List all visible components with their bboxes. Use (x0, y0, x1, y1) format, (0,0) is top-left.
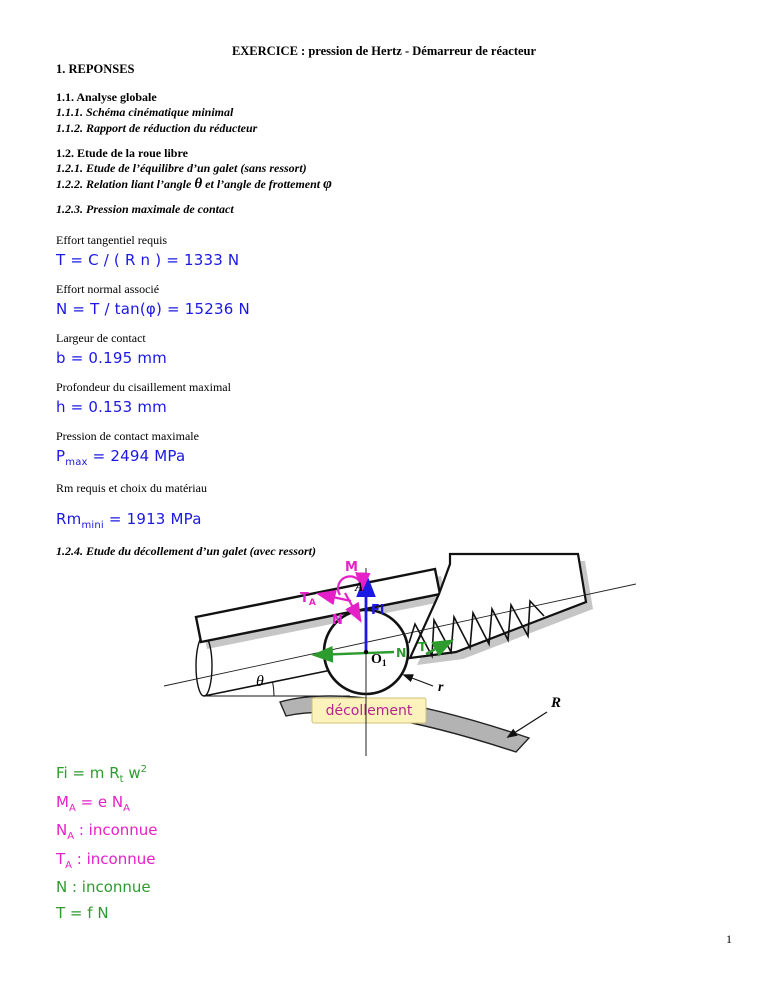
heading-roue-libre: 1.2. Etude de la roue libre (56, 146, 188, 161)
eq-text: N (56, 821, 68, 839)
answer-label: Effort normal associé (56, 282, 160, 297)
eq-text: : inconnue (72, 849, 156, 868)
equation-fi (56, 763, 158, 788)
answer-value: h = 0.153 mm (56, 398, 167, 417)
answer-label: Profondeur du cisaillement maximal (56, 380, 231, 395)
heading-relation (56, 177, 712, 192)
r-label: r (438, 680, 444, 695)
answer-value: N = T / tan(φ) = 15236 N (56, 300, 250, 319)
o1-label-main: O (371, 652, 382, 667)
answer-profondeur (56, 380, 712, 416)
answer-effort-normal (56, 282, 712, 318)
pmax-symbol: P (56, 447, 66, 466)
page-number: 1 (726, 932, 732, 946)
theta-label: θ (256, 673, 264, 690)
eq-text: M (56, 792, 69, 811)
rm-result: = 1913 MPa (103, 510, 202, 529)
answer-label: Effort tangentiel requis (56, 233, 168, 248)
eq-text: w (123, 764, 141, 782)
r-pointer-arrow (404, 675, 433, 686)
eq-sub: A (68, 802, 76, 814)
ta-label-sub: A (308, 598, 316, 608)
t-ring-label: T (418, 639, 427, 654)
answer-rm (56, 481, 712, 531)
equation-t: T = f N (56, 903, 109, 922)
rm-subscript: mini (81, 520, 104, 532)
theta-symbol: θ (194, 175, 203, 192)
moment-label: M (345, 560, 358, 575)
eq-text: : inconnue (74, 821, 158, 839)
answer-label: Pression de contact maximale (56, 429, 199, 444)
n-contact-label: N (332, 613, 343, 628)
answer-pression-max (56, 429, 712, 468)
eq-text: Fi = m R (56, 764, 120, 782)
decollement-label: décollement (325, 703, 413, 719)
heading-schema: 1.1.1. Schéma cinématique minimal (56, 105, 234, 120)
contact-point-a-label: A (355, 580, 364, 594)
theta-angle-arc (273, 682, 274, 696)
roue-libre-diagram (158, 552, 638, 767)
section-group-roue-libre (56, 146, 712, 192)
phi-symbol: φ (323, 175, 332, 192)
eq-sub: A (65, 859, 73, 871)
answer-value (56, 510, 712, 531)
equation-na (56, 820, 158, 845)
shaft-end-ellipse (196, 636, 212, 696)
heading-decollement: 1.2.4. Etude du décollement d’un galet (avec ressort) (56, 544, 316, 559)
eq-sub: A (67, 831, 75, 842)
answer-effort-tangentiel (56, 233, 712, 269)
R-pointer-arrow (508, 712, 547, 737)
heading-relation-mid: et l’angle de frottement (202, 176, 324, 191)
section-reponses: 1. REPONSES (56, 62, 135, 76)
n-ring-label: N (396, 645, 407, 660)
rm-symbol: Rm (56, 510, 82, 529)
heading-rapport: 1.1.2. Rapport de réduction du réducteur (56, 120, 258, 135)
eq-sup: 2 (140, 764, 147, 775)
eq-text: = e N (75, 792, 124, 811)
ta-label-main: T (300, 591, 309, 606)
heading-pression: 1.2.3. Pression maximale de contact (56, 202, 234, 217)
equation-n: N : inconnue (56, 878, 151, 896)
eq-sub: t (119, 774, 124, 785)
answer-value: b = 0.195 mm (56, 349, 167, 368)
o1-label-sub: 1 (381, 659, 387, 669)
fi-label: Fi (371, 603, 385, 618)
answer-largeur-contact (56, 331, 712, 367)
equation-ma (56, 792, 158, 817)
o1-center-dot (364, 650, 368, 654)
answer-value: T = C / ( R n ) = 1333 N (56, 251, 240, 270)
answer-label: Rm requis et choix du matériau (56, 481, 207, 496)
heading-equilibre: 1.2.1. Etude de l’équilibre d’un galet (sans ressort) (56, 161, 307, 176)
page-title: EXERCICE : pression de Hertz - Démarreur de réacteur (231, 44, 537, 58)
R-label: R (551, 695, 562, 711)
equation-list (56, 763, 158, 929)
heading-relation-pre: 1.2.2. Relation liant l’angle (56, 176, 195, 191)
equation-ta (56, 849, 158, 874)
pmax-subscript: max (65, 457, 88, 469)
eq-text: T (56, 849, 66, 868)
pmax-result: = 2494 MPa (87, 447, 186, 466)
answer-value (56, 447, 712, 468)
heading-analyse: 1.1. Analyse globale (56, 90, 157, 104)
answer-label: Largeur de contact (56, 331, 146, 346)
eq-sub: A (123, 802, 130, 814)
section-group-analyse (56, 90, 712, 136)
